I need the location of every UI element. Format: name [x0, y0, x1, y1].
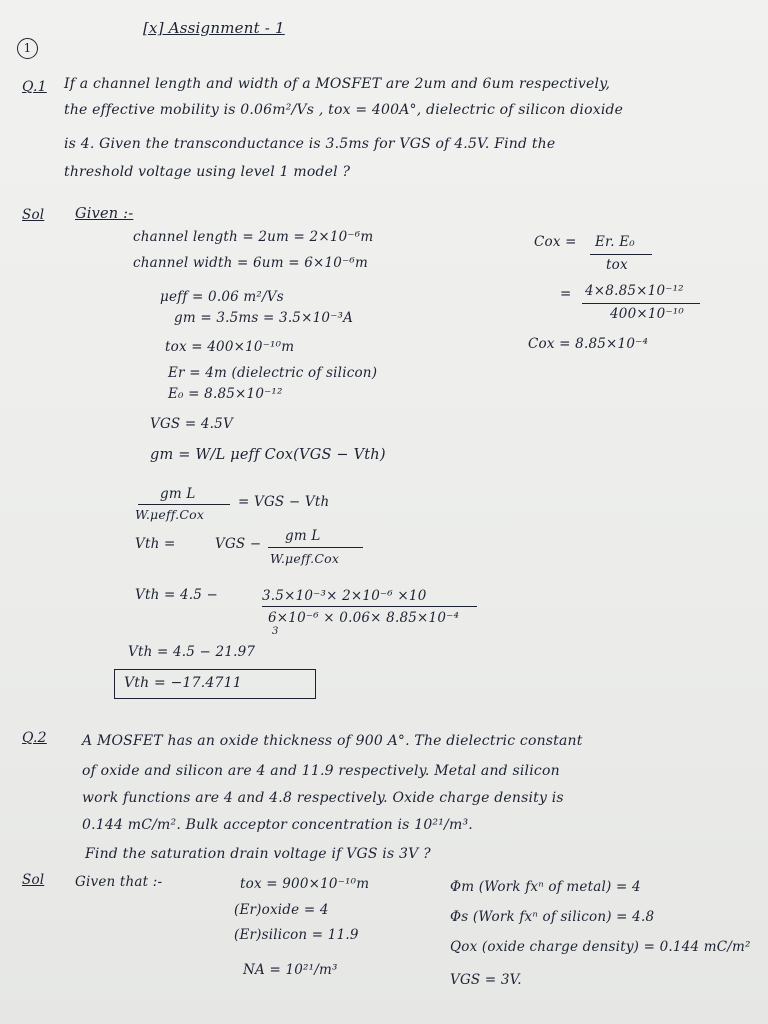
- sol1-subst-denominator: 6×10⁻⁶ × 0.06× 8.85×10⁻⁴: [268, 610, 460, 626]
- sol1-mobility: μeff = 0.06 m²/Vs: [160, 289, 284, 305]
- sol2-phi-s: Φs (Work fxⁿ of silicon) = 4.8: [450, 909, 655, 925]
- cox-lhs: Cox =: [534, 234, 577, 250]
- q1-line-1: If a channel length and width of a MOSFET are 2um and 6um respectively,: [64, 76, 611, 92]
- sol2-vgs: VGS = 3V.: [450, 972, 522, 988]
- q2-line-2: of oxide and silicon are 4 and 11.9 respectively. Metal and silicon: [82, 763, 560, 779]
- sol1-vth-numerator: gm L: [285, 528, 321, 544]
- cox-line2-denominator: 400×10⁻¹⁰: [610, 306, 685, 322]
- sol1-channel-width: channel width = 6um = 6×10⁻⁶m: [133, 255, 369, 271]
- q1-line-4: threshold voltage using level 1 model ?: [64, 164, 351, 180]
- sol1-subst-denominator-note: 3: [272, 626, 279, 637]
- sol1-given-heading: Given :-: [75, 206, 134, 222]
- q2-line-1: A MOSFET has an oxide thickness of 900 A°. The dielectric constant: [82, 733, 583, 749]
- sol1-rearranged-numerator: gm L: [160, 486, 196, 502]
- sol1-answer: Vth = −17.4711: [124, 675, 242, 691]
- sol1-step: Vth = 4.5 − 21.97: [128, 644, 256, 660]
- q2-label: Q.2: [22, 730, 47, 746]
- sol1-channel-length: channel length = 2um = 2×10⁻⁶m: [133, 229, 374, 245]
- fraction-bar: [262, 606, 477, 607]
- sol1-vgs: VGS = 4.5V: [150, 416, 233, 432]
- assignment-title: [x] Assignment - 1: [143, 19, 285, 37]
- sol1-subst-numerator: 3.5×10⁻³× 2×10⁻⁶ ×10: [262, 588, 427, 604]
- sol1-label: Sol: [22, 207, 45, 223]
- cox-numerator: Er. E₀: [595, 234, 635, 250]
- sol1-e0: E₀ = 8.85×10⁻¹²: [168, 386, 283, 402]
- q1-line-3: is 4. Given the transconductance is 3.5ms for VGS of 4.5V. Find the: [64, 136, 556, 152]
- sol1-tox: tox = 400×10⁻¹⁰m: [165, 339, 295, 355]
- q1-label: Q.1: [22, 79, 47, 95]
- q2-line-5: Find the saturation drain voltage if VGS is 3V ?: [85, 846, 431, 862]
- cox-line2-lhs: =: [560, 286, 572, 302]
- sol2-er-silicon: (Er)silicon = 11.9: [234, 927, 359, 943]
- sol2-na: NA = 10²¹/m³: [243, 962, 338, 978]
- sol1-gm: gm = 3.5ms = 3.5×10⁻³A: [174, 310, 354, 326]
- fraction-bar: [582, 303, 700, 304]
- cox-denominator: tox: [606, 257, 628, 273]
- fraction-bar: [268, 547, 363, 548]
- sol1-vth-denominator: W.μeff.Cox: [270, 551, 340, 566]
- q2-line-3: work functions are 4 and 4.8 respectively. Oxide charge density is: [82, 790, 564, 806]
- fraction-bar: [590, 254, 652, 255]
- cox-line2-numerator: 4×8.85×10⁻¹²: [585, 283, 684, 299]
- question-number-badge: 1: [17, 38, 38, 59]
- fraction-bar: [138, 504, 230, 505]
- sol2-qox: Qox (oxide charge density) = 0.144 mC/m²: [450, 939, 751, 955]
- sol2-tox: tox = 900×10⁻¹⁰m: [240, 876, 370, 892]
- sol1-vth-rhs: VGS −: [215, 536, 262, 552]
- sol1-vth-lhs: Vth =: [135, 536, 176, 552]
- sol2-given-heading: Given that :-: [75, 874, 163, 890]
- sol2-phi-m: Φm (Work fxⁿ of metal) = 4: [450, 879, 641, 895]
- sol1-subst-lhs: Vth = 4.5 −: [135, 587, 219, 603]
- sol1-er: Er = 4m (dielectric of silicon): [168, 365, 378, 381]
- sol1-rearranged-rhs: = VGS − Vth: [238, 494, 330, 510]
- sol2-label: Sol: [22, 872, 45, 888]
- q2-line-4: 0.144 mC/m². Bulk acceptor concentration is 10²¹/m³.: [82, 817, 473, 833]
- sol1-rearranged-denominator: W.μeff.Cox: [135, 507, 205, 522]
- q1-line-2: the effective mobility is 0.06m²/Vs , tox = 400A°, dielectric of silicon dioxide: [64, 102, 624, 118]
- cox-result: Cox = 8.85×10⁻⁴: [528, 336, 649, 352]
- sol1-gm-formula: gm = W/L μeff Cox(VGS − Vth): [150, 447, 386, 463]
- sol2-er-oxide: (Er)oxide = 4: [234, 902, 329, 918]
